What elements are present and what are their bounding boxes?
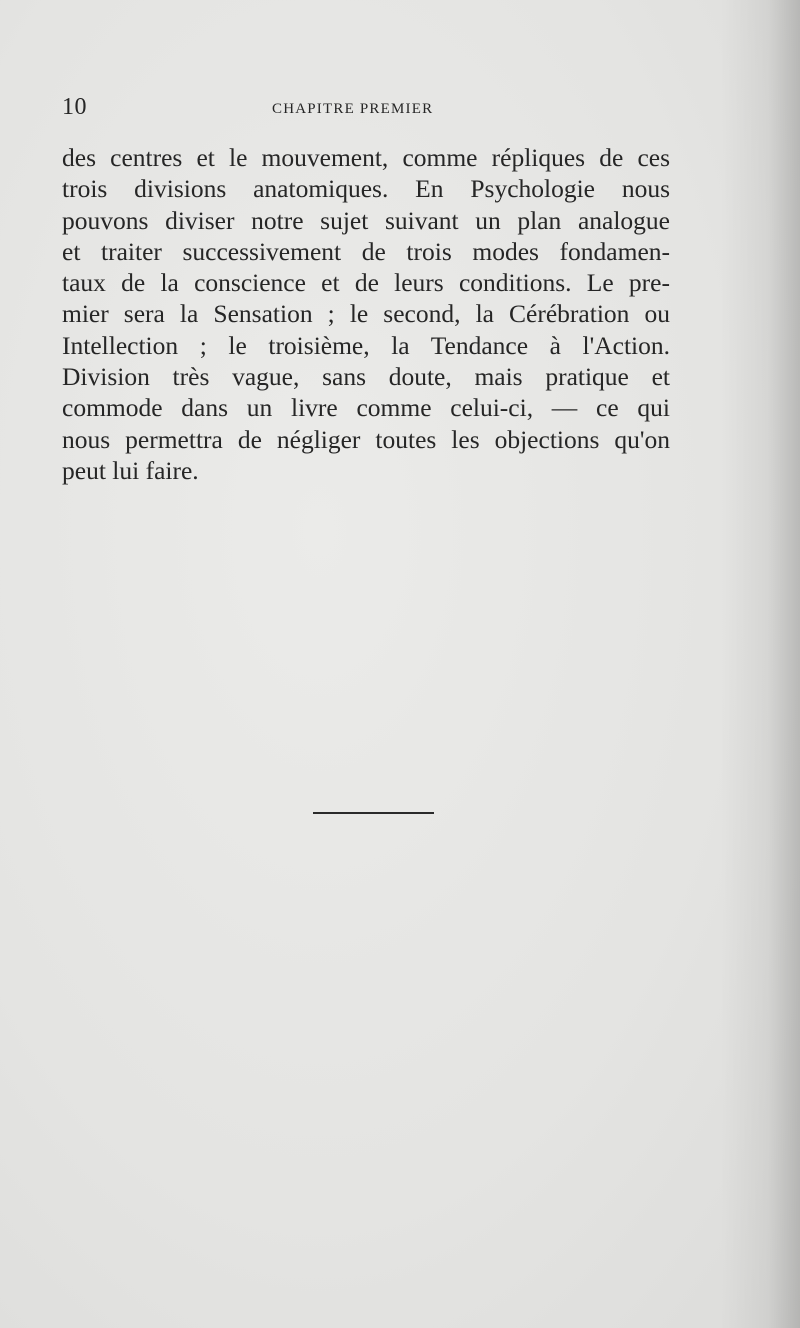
text-line: Division très vague, sans doute, mais pratique et bbox=[62, 362, 670, 392]
text-line: et traiter successivement de trois modes fondamen- bbox=[62, 236, 670, 266]
text-line: Intellection ; le troisième, la Tendance à l'Action. bbox=[62, 330, 670, 360]
text-line: mier sera la Sensation ; le second, la Cérébration ou bbox=[62, 299, 670, 329]
running-title: CHAPITRE PREMIER bbox=[272, 101, 434, 117]
text-line: commode dans un livre comme celui-ci, — ce qui bbox=[62, 393, 670, 423]
body-paragraph bbox=[62, 142, 670, 486]
text-line: peut lui faire. bbox=[62, 455, 199, 485]
text-line: nous permettra de négliger toutes les objections qu'on bbox=[62, 424, 670, 454]
page-number: 10 bbox=[62, 94, 87, 120]
text-line: des centres et le mouvement, comme répliques de ces bbox=[62, 143, 670, 172]
text-line: taux de la conscience et de leurs conditions. Le pre- bbox=[62, 268, 670, 298]
text-line: pouvons diviser notre sujet suivant un plan analogue bbox=[62, 205, 670, 235]
section-end-rule bbox=[313, 812, 434, 814]
text-line: trois divisions anatomiques. En Psychologie nous bbox=[62, 174, 670, 204]
